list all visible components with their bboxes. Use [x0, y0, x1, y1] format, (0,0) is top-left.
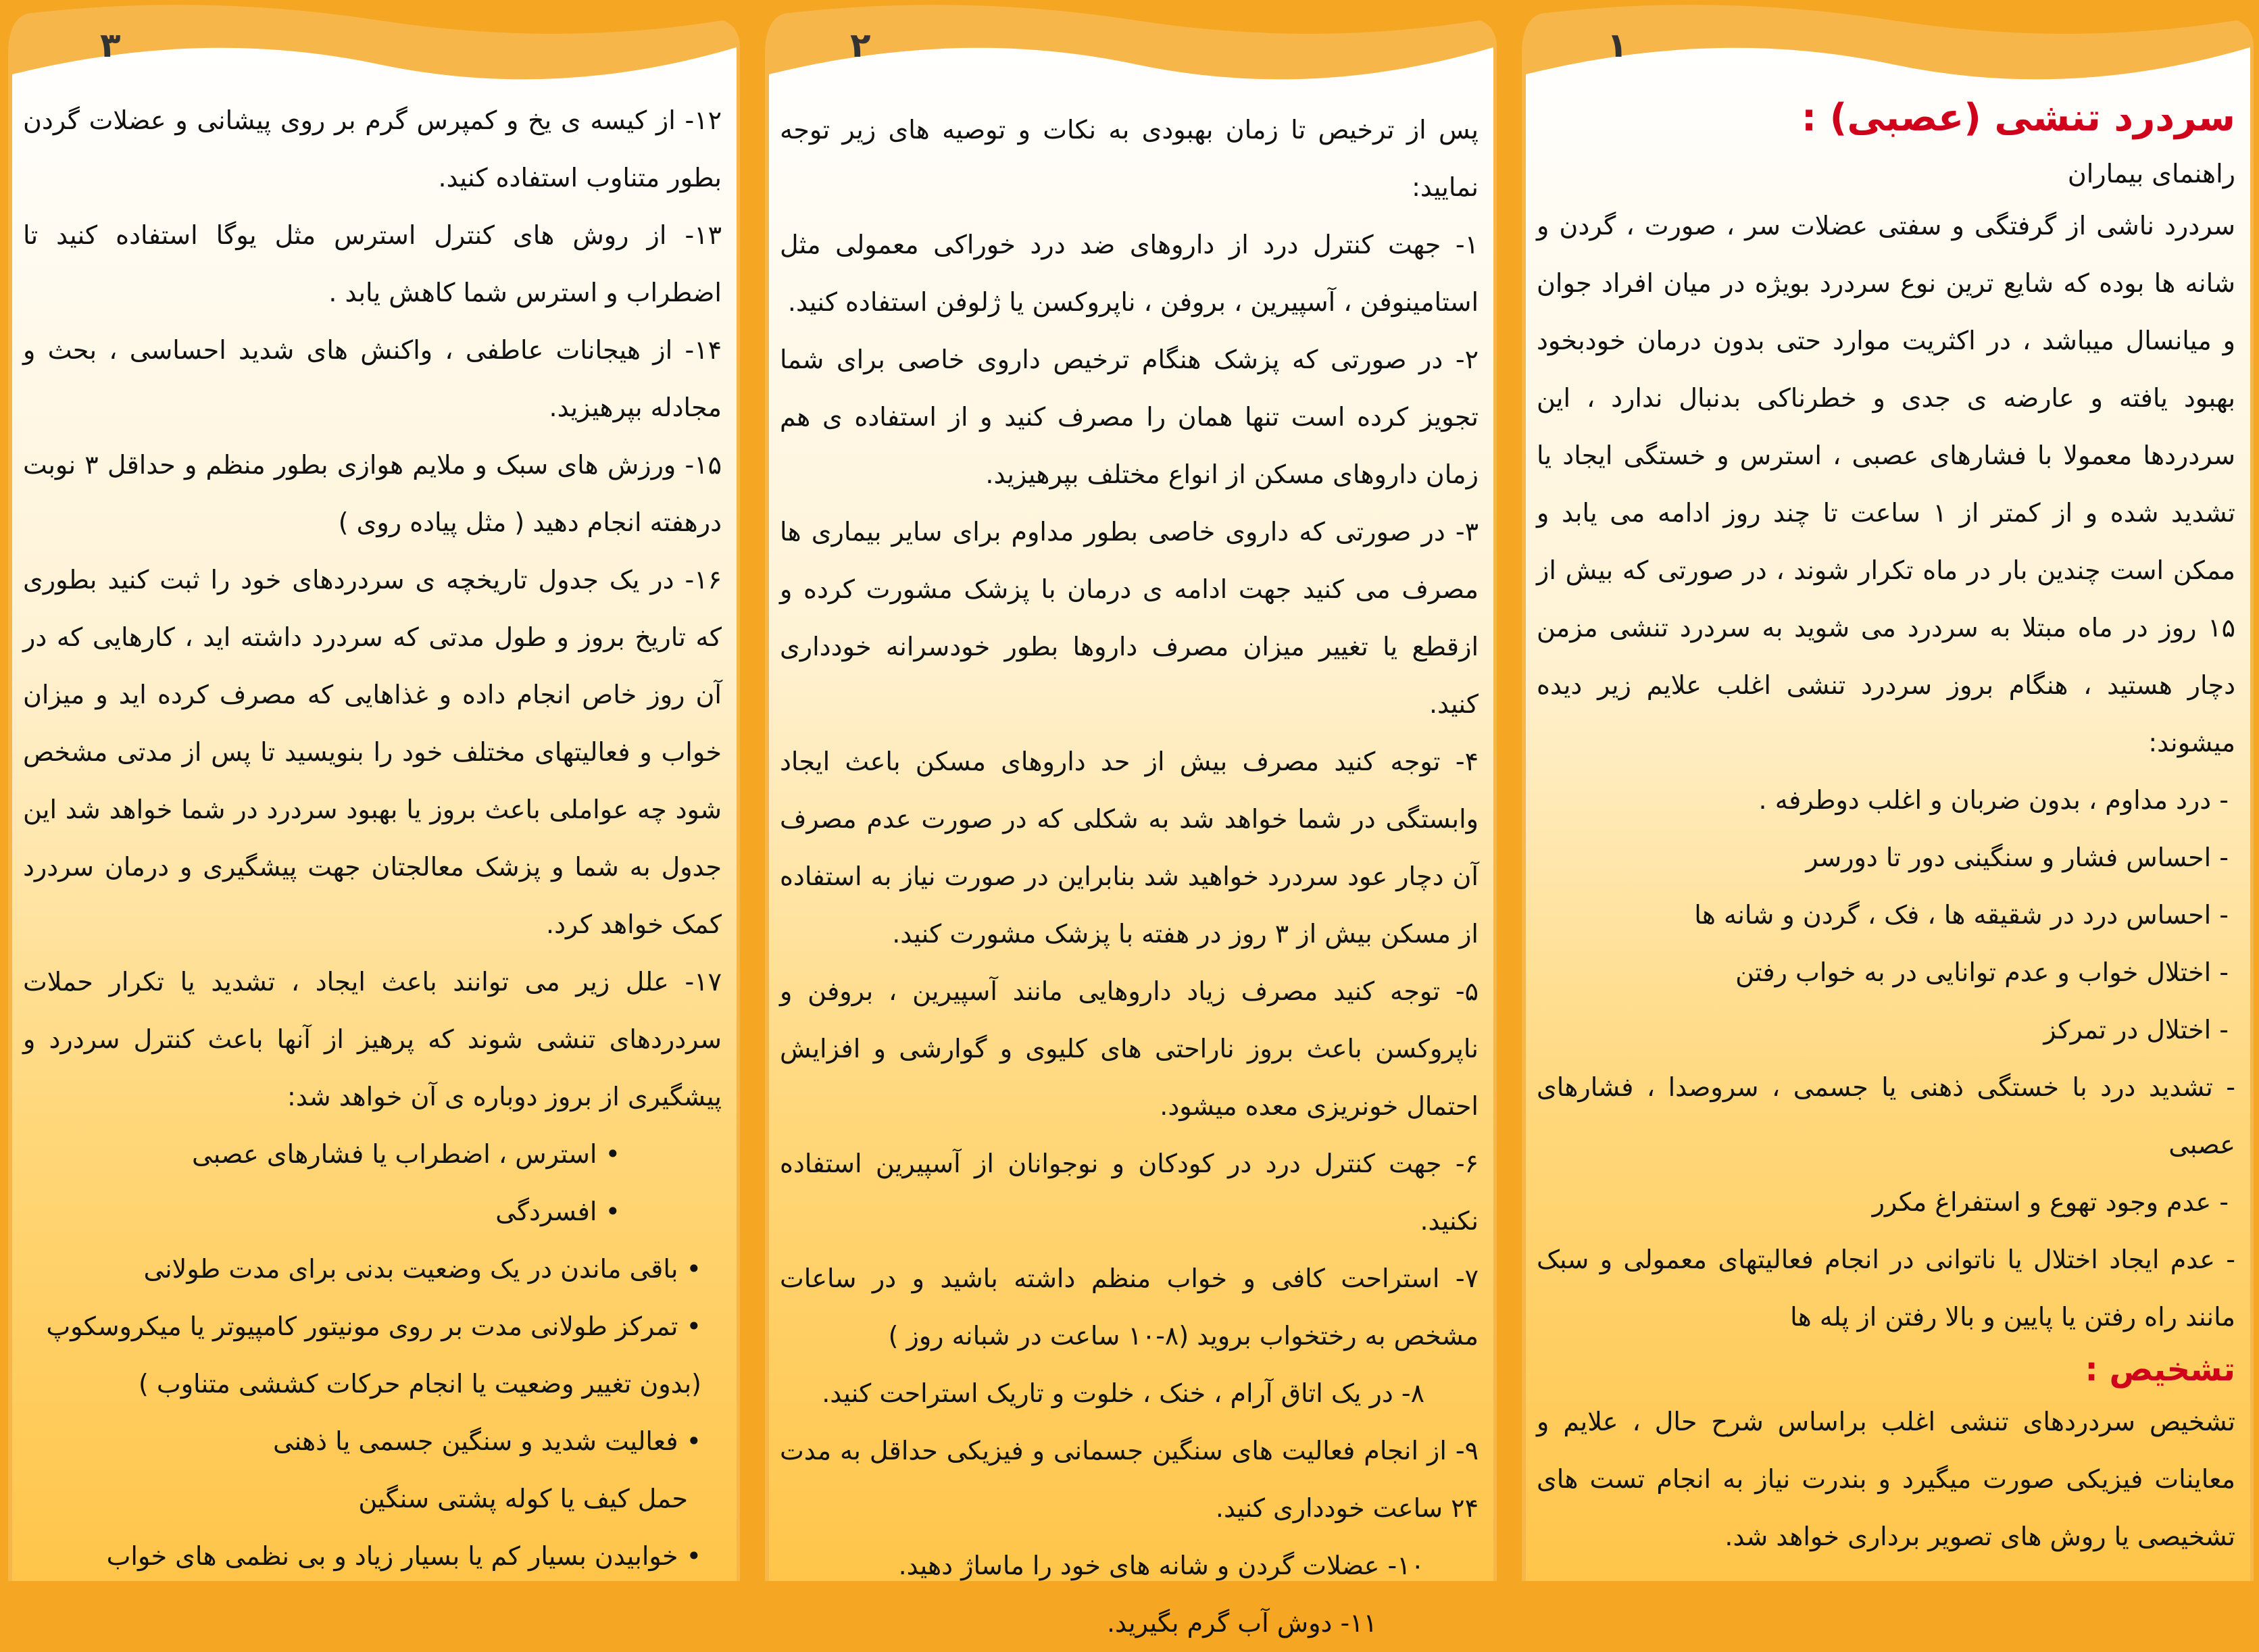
- tip-item: ۲- در صورتی که پزشک هنگام ترخیص داروی خاصی برای شما تجویز کرده است تنها همان را مصرف کنید و از استفاده ی هم زمان داروهای مسکن از انواع مختلف بپرهیزید.: [780, 345, 1479, 489]
- symptom-item: - اختلال خواب و عدم توانایی در به خواب رفتن: [1735, 957, 2229, 987]
- tip-item: ۷- استراحت کافی و خواب منظم داشته باشید و در ساعات مشخص به رختخواب بروید (۸-۱۰ ساعت در شبانه روز ): [780, 1263, 1479, 1351]
- tip-item: ۱۰- عضلات گردن و شانه های خود را ماساژ دهید.: [898, 1551, 1424, 1580]
- tip-item: ۶- جهت کنترل درد در کودکان و نوجوانان از آسپیرین استفاده نکنید.: [780, 1149, 1479, 1236]
- tip-item: ۱۵- ورزش های سبک و ملایم هوازی بطور منظم و حداقل ۳ نوبت درهفته انجام دهید ( مثل پیاده روی ): [23, 450, 722, 537]
- panel-content: [1537, 86, 2235, 1566]
- panel-2: [757, 0, 1507, 1638]
- page-number: ۲: [850, 26, 871, 65]
- cause-item: • باقی ماندن در یک وضعیت بدنی برای مدت طولانی: [143, 1254, 701, 1284]
- symptom-item: - احساس درد در شقیقه ها ، فک ، گردن و شانه ها: [1694, 900, 2229, 930]
- panel-1: [1514, 0, 2259, 1596]
- tip-item: ۱۶- در یک جدول تاریخچه ی سردردهای خود را ثبت کنید بطوری که تاریخ بروز و طول مدتی که سردرد داشته اید ، کارهایی که در آن روز خاص انجام داده و غذاهایی که مصرف کرده اید و میزان خواب و فعالیتهای مختلف خود را بنویسید تا پس از مدتی مشخص شود چه عواملی باعث بروز یا بهبود سردرد در شما خواهد شد این جدول به شما و پزشک معالجتان جهت پیشگیری و درمان سردرد کمک خواهد کرد.: [23, 565, 722, 939]
- panel-3: [0, 0, 750, 1596]
- tip-item: ۴- توجه کنید مصرف بیش از حد داروهای مسکن باعث ایجاد وابستگی در شما خواهد شد به شکلی که در صورت عدم مصرف آن دچار عود سردرد خواهید شد بنابراین در صورت نیاز به استفاده از مسکن بیش از ۳ روز در هفته با پزشک مشورت کنید.: [780, 747, 1479, 949]
- panel-content: [780, 101, 1479, 1652]
- tip-item: ۱۷- علل زیر می توانند باعث ایجاد ، تشدید یا تکرار حملات سردردهای تنشی شوند که پرهیز از آنها باعث کنترل سردرد و پیشگیری از بروز دوباره ی آن خواهد شد:: [23, 967, 722, 1111]
- tip-item: ۱۱- دوش آب گرم بگیرید.: [1106, 1608, 1377, 1638]
- tip-item: ۵- توجه کنید مصرف زیاد داروهایی مانند آسپیرین ، بروفن و ناپروکسن باعث بروز ناراحتی های کلیوی و گوارشی و افزایش احتمال خونریزی معده میشود.: [780, 976, 1479, 1121]
- symptom-item: - عدم ایجاد اختلال یا ناتوانی در انجام فعالیتهای معمولی و سبک مانند راه رفتن یا پایین و بالا رفتن از پله ها: [1537, 1245, 2235, 1332]
- intro-paragraph: سردرد ناشی از گرفتگی و سفتی عضلات سر ، صورت ، گردن و شانه ها بوده که شایع ترین نوع سردرد بویژه در میان افراد جوان و میانسال میباشد ، در اکثریت موارد حتی بدون درمان خودبخود بهبود یافته و عارضه ی جدی و خطرناکی بدنبال ندارد ، این سردردها معمولا با فشارهای عصبی ، استرس و خستگی ایجاد یا تشدید شده و از کمتر از ۱ ساعت تا چند روز ادامه می یابد و ممکن است چندین بار در ماه تکرار شوند ، در صورتی که بیش از ۱۵ روز در ماه مبتلا به سردرد می شوید به سردرد تنشی مزمن دچار هستید ، هنگام بروز سردرد تنشی اغلب علایم زیر دیده میشوند:: [1537, 211, 2236, 757]
- tip-item: ۱۳- از روش های کنترل استرس مثل یوگا استفاده کنید تا اضطراب و استرس شما کاهش یابد .: [23, 220, 722, 307]
- diagnosis-title: تشخیص :: [2085, 1351, 2235, 1388]
- diagnosis-paragraph: تشخیص سردردهای تنشی اغلب براساس شرح حال ، علایم و معاینات فیزیکی صورت میگیرد و بندرت نیاز به انجام تست های تشخیصی یا روش های تصویر برداری خواهد شد.: [1537, 1407, 2235, 1551]
- cause-item: حمل کیف یا کوله پشتی سنگین: [358, 1484, 688, 1513]
- tip-item: ۸- در یک اتاق آرام ، خنک ، خلوت و تاریک استراحت کنید.: [822, 1378, 1424, 1408]
- cause-item: • فعالیت شدید و سنگین جسمی یا ذهنی: [272, 1426, 701, 1456]
- cause-item: • تمرکز طولانی مدت بر روی مونیتور کامپیوتر یا میکروسکوپ (بدون تغییر وضعیت یا انجام حرکات کششی متناوب ): [46, 1311, 701, 1399]
- intro-paragraph: پس از ترخیص تا زمان بهبودی به نکات و توصیه های زیر توجه نمایید:: [780, 115, 1479, 202]
- tip-item: ۱۲- از کیسه ی یخ و کمپرس گرم بر روی پیشانی و عضلات گردن بطور متناوب استفاده کنید.: [23, 105, 722, 193]
- symptom-item: - عدم وجود تهوع و استفراغ مکرر: [1872, 1187, 2229, 1217]
- tip-item: ۱۴- از هیجانات عاطفی ، واکنش های شدید احساسی ، بحث و مجادله بپرهیزید.: [23, 335, 722, 422]
- cause-item: • خوابیدن بسیار کم یا بسیار زیاد و بی نظمی های خواب: [106, 1541, 701, 1571]
- tip-item: ۹- از انجام فعالیت های سنگین جسمانی و فیزیکی حداقل به مدت ۲۴ ساعت خودداری کنید.: [780, 1436, 1479, 1523]
- page-number: ۱: [1607, 26, 1628, 65]
- page-subtitle: راهنمای بیماران: [2067, 159, 2235, 189]
- page-title: سردرد تنشی (عصبی) :: [1801, 96, 2235, 140]
- tip-item: ۳- در صورتی که داروی خاصی بطور مداوم برای سایر بیماری ها مصرف می کنید جهت ادامه ی درمان با پزشک مشورت کرده و ازقطع یا تغییر میزان مصرف داروها بطور خودسرانه خودداری کنید.: [780, 517, 1479, 719]
- symptom-item: - تشدید درد با خستگی ذهنی یا جسمی ، سروصدا ، فشارهای عصبی: [1537, 1072, 2235, 1159]
- cause-item: • استرس ، اضطراب یا فشارهای عصبی: [192, 1139, 620, 1169]
- cause-item: • افسردگی: [495, 1197, 620, 1226]
- symptom-item: - احساس فشار و سنگینی دور تا دورسر: [1806, 843, 2229, 872]
- tip-item: ۱- جهت کنترل درد از داروهای ضد درد خوراکی معمولی مثل استامینوفن ، آسپیرین ، بروفن ، ناپروکسن یا ژلوفن استفاده کنید.: [780, 230, 1479, 317]
- symptom-item: - درد مداوم ، بدون ضربان و اغلب دوطرفه .: [1758, 785, 2229, 815]
- symptom-item: - اختلال در تمرکز: [2043, 1015, 2229, 1045]
- panel-content: [23, 92, 722, 1585]
- page-number: ۳: [100, 26, 121, 65]
